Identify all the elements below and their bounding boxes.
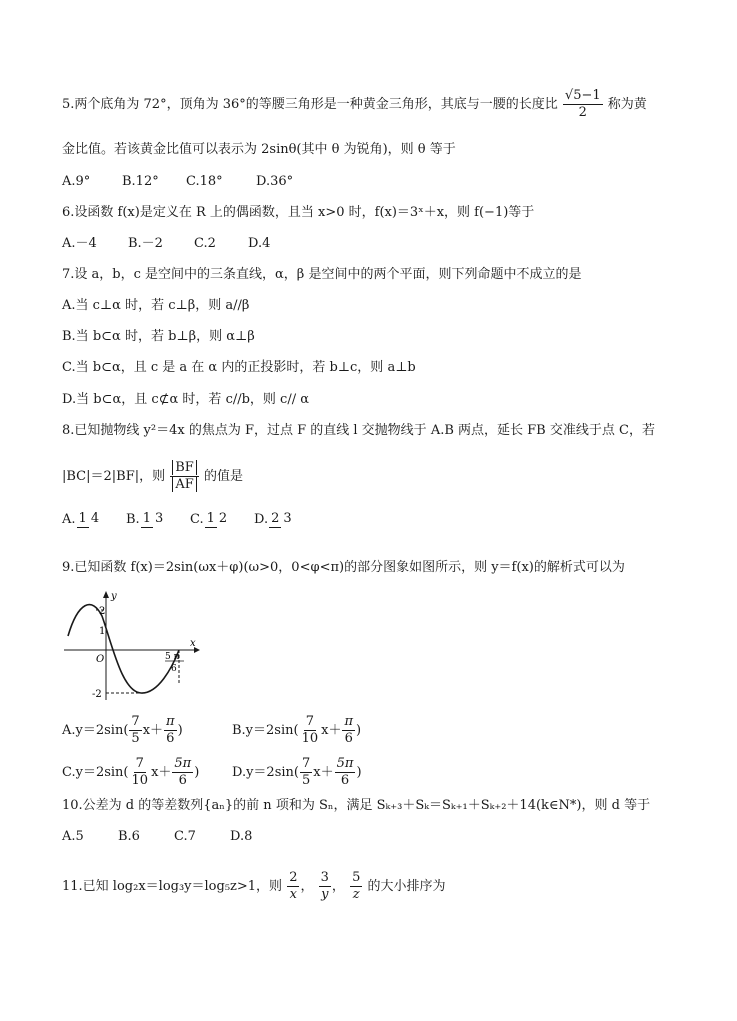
q10-options: [62, 828, 252, 846]
q7-option-c: C.当 b⊂α，且 c 是 a 在 α 内的正投影时，若 b⊥c，则 a⊥b: [62, 360, 416, 375]
q6-text: 6.设函数 f(x)是定义在 R 上的偶函数，且当 x>0 时，f(x)＝3ˣ＋x，则 f(−1)等于: [62, 205, 535, 220]
q11-frac-2: $\frac{3}{y}$: [320, 870, 329, 902]
q5-option-b: B.12°: [122, 174, 159, 189]
q5-options: [62, 173, 293, 191]
q5-text-a: 5.两个底角为 72°，顶角为 36°的等腰三角形是一种黄金三角形，其底与一腰的长度比: [62, 97, 558, 112]
q8-frac-den: AF: [172, 477, 196, 492]
q9-origin-label: O: [96, 654, 105, 665]
q5-line2: 金比值。若该黄金比值可以表示为 2sinθ(其中 θ 为锐角)，则 θ 等于: [62, 142, 456, 157]
q9-tick-neg2: -2: [92, 689, 102, 700]
q5-frac-num: √5−1: [564, 88, 601, 103]
q9-x-label: x: [190, 638, 196, 649]
q5-option-d: D.36°: [256, 174, 294, 189]
q7-option-b: B.当 b⊂α 时，若 b⊥β，则 α⊥β: [62, 329, 255, 344]
q7-text: 7.设 a，b，c 是空间中的三条直线，α，β 是空间中的两个平面，则下列命题中不成立的是: [62, 267, 582, 282]
q9-tick-x-den: 6: [171, 664, 177, 674]
q9-option-c: C.y＝2sin( $\frac{7}{10}$ x＋ $\frac{5\pi}{6}$ ): [62, 756, 200, 788]
q8-option-d: D. 2 3: [254, 511, 292, 527]
q11-text-b: 的大小排序为: [367, 879, 446, 894]
q10-option-b: B.6: [118, 829, 140, 844]
q8-frac-num: BF: [172, 460, 197, 475]
q8-option-a: A. 1 4: [62, 511, 100, 527]
q9-sine-curve: [68, 605, 179, 693]
q10-text: 10.公差为 d 的等差数列{aₙ}的前 n 项和为 Sₙ，满足 Sₖ₊₃＋Sₖ＝Sₖ₊₁＋Sₖ₊₂＋14(k∈N*)，则 d 等于: [62, 798, 651, 813]
q9-tick-2: 2: [99, 606, 106, 617]
q9-option-d: D.y＝2sin( $\frac{7}{5}$ x＋ $\frac{5\pi}{6}$ ): [232, 756, 362, 788]
q5-option-a: A.9°: [62, 174, 91, 189]
q5-text-b: 称为黄: [607, 97, 647, 112]
q8-text-a: |BC|＝2|BF|，则: [62, 469, 166, 484]
q8-options: [62, 511, 295, 529]
q10-option-d: D.8: [230, 829, 253, 844]
q9-tick-1: 1: [99, 626, 106, 637]
q8-option-c: C. 1 2: [190, 511, 228, 527]
q9-text: 9.已知函数 f(x)＝2sin(ωx＋φ)(ω>0，0<φ<π)的部分图象如图所示，则 y＝f(x)的解析式可以为: [62, 560, 625, 575]
q8-line2: [62, 460, 243, 493]
q7-option-d: D.当 b⊂α，且 c⊄α 时，若 c//b，则 c// α: [62, 392, 310, 407]
q10-option-c: C.7: [174, 829, 196, 844]
q5-option-c: C.18°: [186, 174, 223, 189]
q6-option-d: D.4: [248, 236, 271, 251]
q9-y-label: y: [111, 591, 117, 602]
q6-option-a: A.－4: [62, 236, 97, 251]
q9-option-a: A.y＝2sin( $\frac{7}{5}$ x＋ $\frac{\pi}{6}$ ): [62, 714, 183, 746]
q5-frac-den: 2: [578, 105, 587, 120]
q9-sine-graph: [62, 588, 202, 706]
q11-text: 11.已知 log₂x＝log₃y＝log₅z>1，则 $\frac{2}{x}$ ， $\frac{3}{y}$ ， $\frac{5}{z}$ 的大小排序为: [62, 870, 446, 902]
q9-tick-x-num: 5 π: [165, 652, 180, 662]
q6-option-b: B.－2: [128, 236, 163, 251]
q5-line1: [62, 88, 647, 121]
q8-fraction: [170, 460, 199, 493]
q10-option-a: A.5: [62, 829, 84, 844]
q11-frac-1: $\frac{2}{x}$: [289, 870, 298, 902]
q5-fraction: [563, 88, 603, 121]
q9-y-arrow: [103, 591, 109, 598]
q8-text-b: 的值是: [203, 469, 243, 484]
q6-option-c: C.2: [194, 236, 216, 251]
q11-text-a: 11.已知 log₂x＝log₃y＝log₅z>1，则: [62, 879, 283, 894]
q8-option-b: B. 1 3: [126, 511, 164, 527]
q9-option-b: B.y＝2sin( $\frac{7}{10}$ x＋ $\frac{\pi}{6}$ ): [232, 714, 362, 746]
q11-frac-3: $\frac{5}{z}$: [352, 870, 361, 902]
q7-option-a: A.当 c⊥α 时，若 c⊥β，则 a//β: [62, 298, 250, 313]
q6-options: [62, 235, 270, 253]
q8-line1: 8.已知抛物线 y²＝4x 的焦点为 F，过点 F 的直线 l 交抛物线于 A.B 两点，延长 FB 交准线于点 C，若: [62, 423, 655, 438]
